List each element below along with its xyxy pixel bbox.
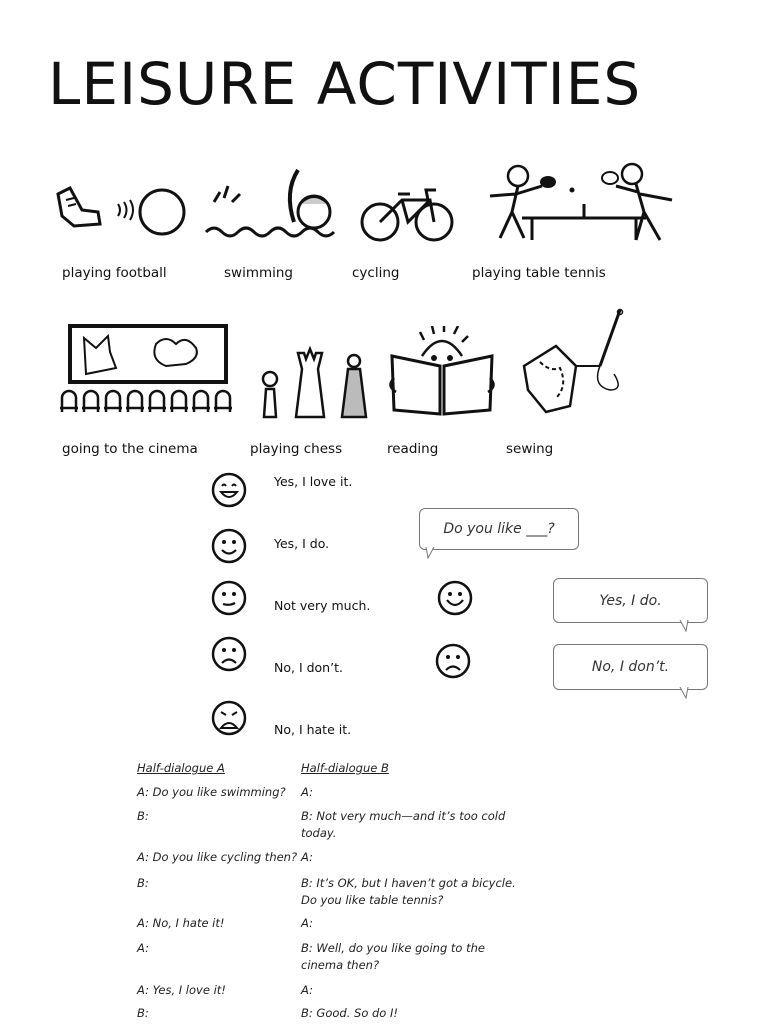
- dialogue-a-line: A: Yes, I love it!: [137, 983, 226, 997]
- sad-face-icon: [435, 643, 471, 679]
- dialogue-b-line: B: Well, do you like going to the cinema then?: [301, 941, 485, 972]
- response-yes: Yes, I do.: [274, 536, 330, 551]
- dialogue-b-line: B: Not very much—and it’s too cold today.: [301, 809, 506, 840]
- dialogue-a-line: B:: [137, 1006, 149, 1020]
- response-dont: No, I don’t.: [274, 660, 343, 675]
- no-bubble: No, I don’t.: [553, 644, 708, 690]
- very-happy-face-icon: [211, 472, 247, 508]
- swimmer-icon: [202, 162, 344, 247]
- activity-label-reading: reading: [387, 441, 439, 457]
- football-icon: [52, 180, 187, 245]
- bicycle-icon: [358, 180, 458, 245]
- dialogue-heading-a: Half-dialogue A: [137, 761, 225, 775]
- no-bubble-tail: [678, 687, 690, 699]
- table-tennis-icon: [476, 160, 691, 245]
- question-bubble: Do you like ___?: [419, 508, 579, 550]
- dialogue-a-line: A: Do you like cycling then?: [137, 850, 298, 864]
- activity-label-sewing: sewing: [506, 441, 554, 457]
- activity-label-cinema: going to the cinema: [62, 441, 198, 457]
- response-not-much: Not very much.: [274, 598, 371, 613]
- dialogue-a-line: A:: [137, 941, 149, 955]
- dialogue-b-line: A:: [301, 785, 313, 799]
- dialogue-a-line: B:: [137, 876, 149, 890]
- dialogue-a-line: B:: [137, 809, 149, 823]
- page-title: LEISURE ACTIVITIES: [48, 50, 642, 118]
- dialogue-b-line: A:: [301, 850, 313, 864]
- dialogue-a-line: A: Do you like swimming?: [137, 785, 286, 799]
- question-bubble-tail: [424, 547, 436, 559]
- dialogue-b-line: B: Good. So do I!: [301, 1006, 398, 1020]
- activity-label-table-tennis: playing table tennis: [472, 265, 606, 281]
- sewing-icon: [516, 306, 636, 418]
- activity-label-chess: playing chess: [250, 441, 343, 457]
- activity-label-cycling: cycling: [352, 265, 400, 281]
- activity-label-swimming: swimming: [224, 265, 294, 281]
- dialogue-b-line: A:: [301, 983, 313, 997]
- yes-bubble-tail: [678, 620, 690, 632]
- happy-face-icon: [211, 528, 247, 564]
- sad-face-icon: [211, 636, 247, 672]
- yes-bubble: Yes, I do.: [553, 578, 708, 623]
- response-love: Yes, I love it.: [274, 474, 353, 489]
- dialogue-b-line: A:: [301, 916, 313, 930]
- dialogue-b-line: B: It’s OK, but I haven’t got a bicycle. Do you like table tennis?: [301, 876, 516, 907]
- happy-face-icon: [437, 580, 473, 616]
- cinema-icon: [56, 322, 236, 417]
- dialogue-a-line: A: No, I hate it!: [137, 916, 225, 930]
- activity-label-football: playing football: [62, 265, 167, 281]
- neutral-face-icon: [211, 580, 247, 616]
- chess-icon: [254, 345, 374, 420]
- dialogue-heading-b: Half-dialogue B: [301, 761, 389, 775]
- reading-icon: [388, 326, 498, 418]
- very-sad-face-icon: [211, 700, 247, 736]
- response-hate: No, I hate it.: [274, 722, 352, 737]
